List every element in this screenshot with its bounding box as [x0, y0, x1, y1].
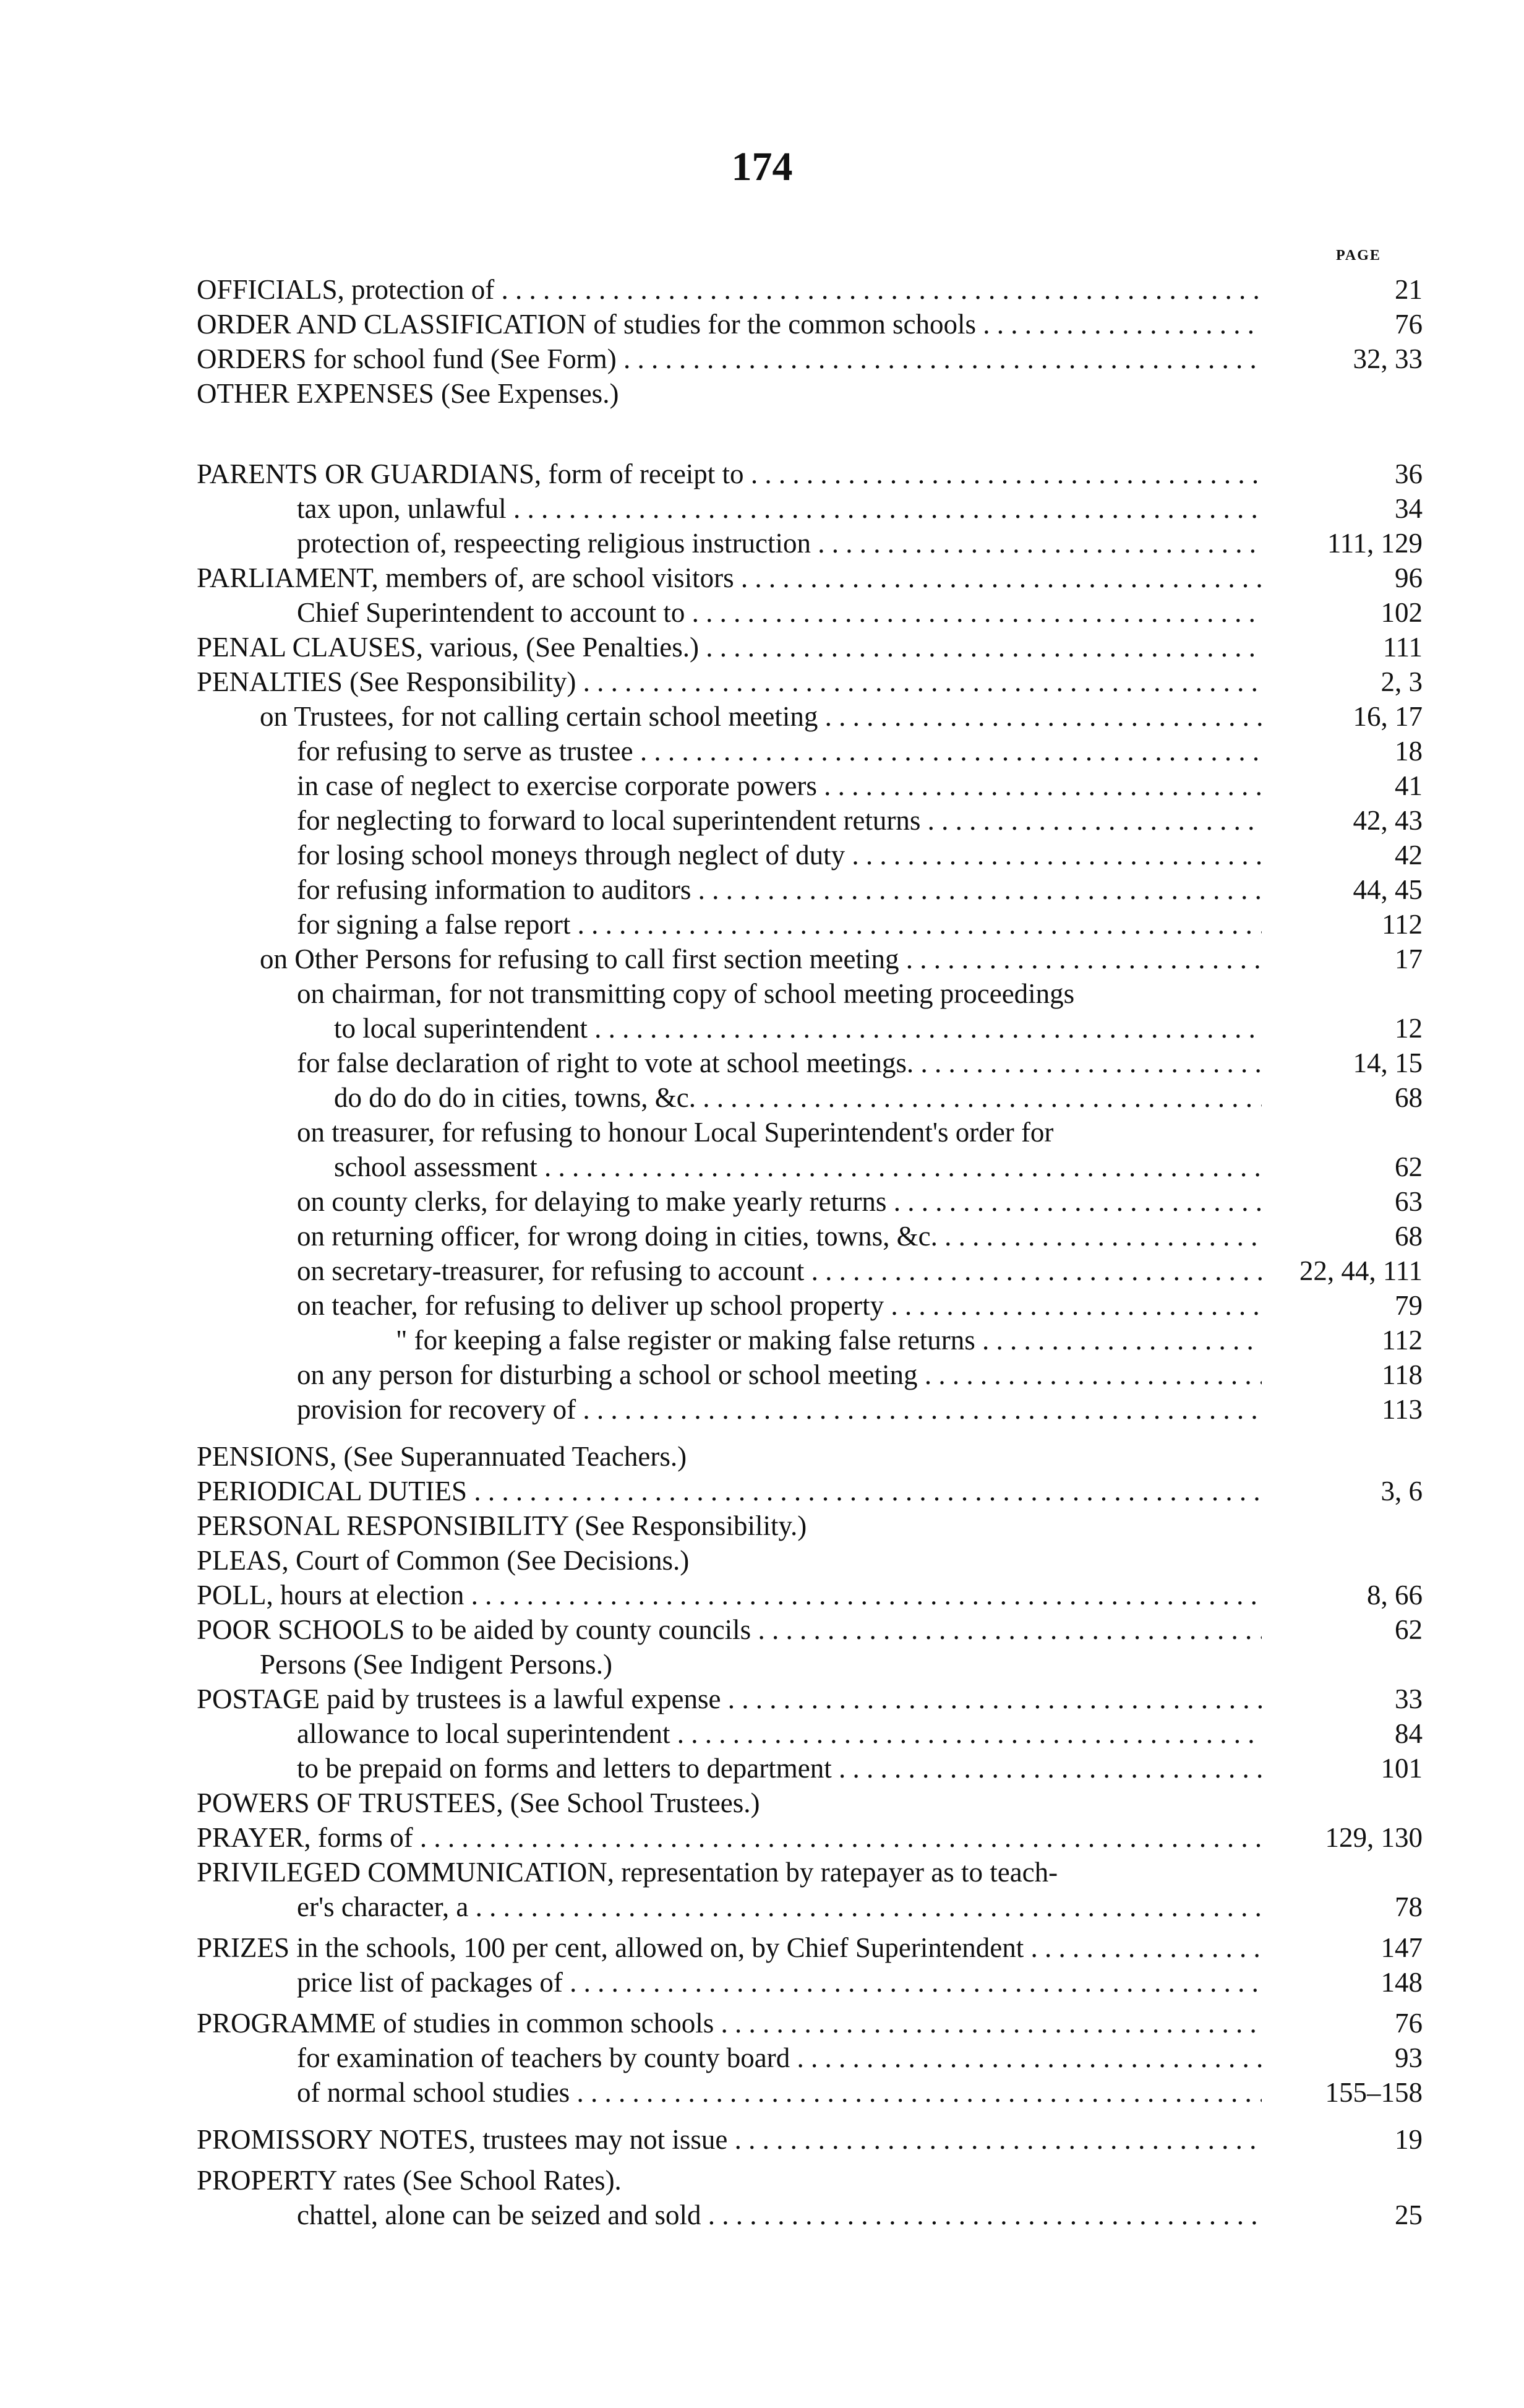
index-entry-text: on returning officer, for wrong doing in cities, towns, &c. . . .: [297, 1219, 1262, 1253]
index-entry-text: PRIZES in the schools, 100 per cent, allowed on, by Chief Superintendent . . .: [197, 1930, 1262, 1965]
index-entry: [0, 491, 1524, 526]
index-entry-text: PROMISSORY NOTES, trustees may not issue . . .: [197, 2122, 1262, 2157]
index-entry-pages: 62: [1395, 1151, 1423, 1182]
index-entry-pages: 36: [1395, 458, 1423, 489]
index-entry-pages: 42, 43: [1353, 805, 1423, 836]
index-entry-pages: 44, 45: [1353, 874, 1423, 905]
index-entry: [0, 2075, 1524, 2110]
index-entry: [0, 699, 1524, 734]
index-entry: [0, 1323, 1524, 1357]
index-entry-pages: 21: [1395, 274, 1423, 305]
index-entry: [0, 2163, 1524, 2198]
index-entry-text: " for keeping a false register or making false returns . . .: [396, 1323, 1262, 1357]
index-entry-text: allowance to local superintendent . . .: [297, 1716, 1262, 1751]
index-entry: [0, 2006, 1524, 2040]
index-entry-text: do do do do in cities, towns, &c. . . .: [334, 1080, 1262, 1115]
index-entry: [0, 1820, 1524, 1855]
index-entry-text: PRIVILEGED COMMUNICATION, representation by ratepayer as to teach-: [197, 1857, 1058, 1888]
index-entry-text: protection of, respeecting religious instruction . . .: [297, 526, 1262, 561]
index-entry-text: Chief Superintendent to account to . . .: [297, 595, 1262, 630]
index-entry: [0, 768, 1524, 803]
index-entry-text: provision for recovery of . . .: [297, 1392, 1262, 1427]
index-entry: [0, 1150, 1524, 1184]
index-entry-text: for losing school moneys through neglect of duty . . .: [297, 838, 1262, 872]
index-entry-pages: 62: [1395, 1614, 1423, 1645]
index-entry: [0, 1508, 1524, 1543]
index-entry-text: on teacher, for refusing to deliver up school property . . .: [297, 1288, 1262, 1323]
index-entry-text: ORDER AND CLASSIFICATION of studies for the common schools . . .: [197, 307, 1262, 342]
index-entry-text: school assessment . . .: [334, 1150, 1262, 1184]
index-entry-text: tax upon, unlawful . . .: [297, 491, 1262, 526]
index-entry-text: price list of packages of . . .: [297, 1965, 1262, 2000]
index-entry-text: to local superintendent . . .: [334, 1011, 1262, 1046]
index-entry: [0, 1855, 1524, 1890]
index-entry: [0, 1716, 1524, 1751]
index-entry-pages: 118: [1382, 1359, 1423, 1390]
index-entry-text: chattel, alone can be seized and sold . . .: [297, 2198, 1262, 2232]
index-entry-pages: 101: [1381, 1753, 1423, 1784]
index-entry-text: PARLIAMENT, members of, are school visitors . . .: [197, 561, 1262, 595]
index-entry-text: to be prepaid on forms and letters to department . . .: [297, 1751, 1262, 1786]
index-entry-text: for refusing information to auditors . . .: [297, 872, 1262, 907]
index-entry: [0, 838, 1524, 872]
index-entry-text: PROPERTY rates (See School Rates).: [197, 2165, 622, 2196]
index-entry-text: PROGRAMME of studies in common schools . . .: [197, 2006, 1262, 2040]
index-entry-text: PERIODICAL DUTIES . . .: [197, 1474, 1262, 1508]
index-entry: [0, 1682, 1524, 1716]
index-entry: [0, 307, 1524, 342]
page-column-heading: PAGE: [1336, 247, 1381, 264]
index-entry-pages: 19: [1395, 2124, 1423, 2155]
index-entry-text: on county clerks, for delaying to make yearly returns . . .: [297, 1184, 1262, 1219]
index-entry: [0, 1011, 1524, 1046]
index-entry-text: on Other Persons for refusing to call first section meeting . . .: [260, 942, 1262, 976]
index-entry-text: on treasurer, for refusing to honour Local Superintendent's order for: [297, 1117, 1054, 1148]
index-entry-text: POOR SCHOOLS to be aided by county councils . . .: [197, 1612, 1262, 1647]
index-entry-text: for refusing to serve as trustee . . .: [297, 734, 1262, 768]
index-entry-text: POWERS OF TRUSTEES, (See School Trustees.): [197, 1787, 760, 1818]
index-entry-pages: 111, 129: [1327, 528, 1423, 559]
index-entry-pages: 22, 44, 111: [1299, 1255, 1423, 1286]
index-entry: [0, 664, 1524, 699]
index-entry: [0, 1751, 1524, 1786]
index-entry-text: on chairman, for not transmitting copy of school meeting proceedings: [297, 978, 1075, 1009]
page-number: 174: [731, 144, 793, 189]
index-entry: [0, 942, 1524, 976]
index-entry-text: for examination of teachers by county board . . .: [297, 2040, 1262, 2075]
index-entry-text: PENALTIES (See Responsibility) . . .: [197, 664, 1262, 699]
index-entry-pages: 41: [1395, 770, 1423, 801]
index-entry: [0, 1392, 1524, 1427]
index-entry-text: POLL, hours at election . . .: [197, 1578, 1262, 1612]
index-entry: [0, 2198, 1524, 2232]
index-entry-text: Persons (See Indigent Persons.): [260, 1649, 612, 1680]
index-entry-text: PLEAS, Court of Common (See Decisions.): [197, 1545, 690, 1576]
index-entry-pages: 147: [1381, 1932, 1423, 1963]
index-entry: [0, 376, 1524, 411]
index-entry-text: PARENTS OR GUARDIANS, form of receipt to . . .: [197, 457, 1262, 491]
index-entry: [0, 1543, 1524, 1578]
index-entry: [0, 872, 1524, 907]
index-entry-pages: 96: [1395, 562, 1423, 593]
index-entry-pages: 14, 15: [1353, 1047, 1423, 1078]
index-entry-text: PENSIONS, (See Superannuated Teachers.): [197, 1441, 687, 1472]
index-entry: [0, 1890, 1524, 1924]
index-entry-pages: 8, 66: [1367, 1580, 1423, 1610]
index-entry-text: POSTAGE paid by trustees is a lawful expense . . .: [197, 1682, 1262, 1716]
index-entry: [0, 976, 1524, 1011]
index-entry: [0, 272, 1524, 307]
index-entry-pages: 76: [1395, 2008, 1423, 2039]
index-entry-pages: 102: [1381, 597, 1423, 628]
index-entry: [0, 1786, 1524, 1820]
index-entry-text: er's character, a . . .: [297, 1890, 1262, 1924]
index-entry: [0, 1357, 1524, 1392]
index-entry-text: for neglecting to forward to local superintendent returns . . .: [297, 803, 1262, 838]
index-entry-pages: 129, 130: [1325, 1822, 1423, 1853]
index-entry-pages: 84: [1395, 1718, 1423, 1749]
index-entry-pages: 68: [1395, 1082, 1423, 1113]
index-entry-pages: 68: [1395, 1221, 1423, 1252]
index-entry: [0, 595, 1524, 630]
index-entry-text: PERSONAL RESPONSIBILITY (See Responsibility.): [197, 1510, 807, 1541]
index-entry-pages: 148: [1381, 1967, 1423, 1998]
index-entry-pages: 76: [1395, 309, 1423, 340]
index-entry: [0, 1115, 1524, 1150]
index-entry-text: on any person for disturbing a school or school meeting . . .: [297, 1357, 1262, 1392]
index-entry-text: on Trustees, for not calling certain school meeting . . .: [260, 699, 1262, 734]
index-entry: [0, 342, 1524, 376]
index-entry-text: OFFICIALS, protection of . . .: [197, 272, 1262, 307]
index-entry-pages: 2, 3: [1381, 666, 1423, 697]
index-entry: [0, 734, 1524, 768]
index-entry: [0, 2040, 1524, 2075]
index-entry: [0, 1288, 1524, 1323]
index-entry-text: PRAYER, forms of . . .: [197, 1820, 1262, 1855]
index-entry: [0, 561, 1524, 595]
index-entry-text: in case of neglect to exercise corporate powers . . .: [297, 768, 1262, 803]
index-entry: [0, 526, 1524, 561]
index-entry: [0, 1965, 1524, 2000]
index-entry-pages: 12: [1395, 1013, 1423, 1044]
index-entry-pages: 63: [1395, 1186, 1423, 1217]
index-entry: [0, 1184, 1524, 1219]
index-entry: [0, 1219, 1524, 1253]
index-entry-text: ORDERS for school fund (See Form) . . .: [197, 342, 1262, 376]
index-entry: [0, 803, 1524, 838]
index-entry-text: on secretary-treasurer, for refusing to account . . .: [297, 1253, 1262, 1288]
index-entry: [0, 1253, 1524, 1288]
index-entry-pages: 78: [1395, 1891, 1423, 1922]
index-entry-pages: 32, 33: [1353, 343, 1423, 374]
index-entry-pages: 3, 6: [1381, 1476, 1423, 1507]
index-entry-pages: 93: [1395, 2042, 1423, 2073]
index-entry: [0, 1578, 1524, 1612]
index-entry-text: of normal school studies . . .: [297, 2075, 1262, 2110]
index-entry-pages: 155–158: [1325, 2077, 1423, 2108]
index-entry-pages: 34: [1395, 493, 1423, 524]
index-entry: [0, 1647, 1524, 1682]
index-entry-pages: 79: [1395, 1290, 1423, 1321]
index-entry-pages: 112: [1382, 1325, 1423, 1356]
index-entry-pages: 42: [1395, 840, 1423, 871]
index-entry-text: for signing a false report . . .: [297, 907, 1262, 942]
index-entry: [0, 1439, 1524, 1474]
index-entry-pages: 111: [1382, 632, 1423, 663]
index-entry: [0, 1612, 1524, 1647]
index-entry-pages: 25: [1395, 2199, 1423, 2230]
index-entry-pages: 113: [1382, 1394, 1423, 1425]
index-entry: [0, 457, 1524, 491]
index-entry-pages: 16, 17: [1353, 701, 1423, 732]
index-entry: [0, 1474, 1524, 1508]
index-entry: [0, 1080, 1524, 1115]
index-entry: [0, 2122, 1524, 2157]
index-entry-text: for false declaration of right to vote at school meetings. . . .: [297, 1046, 1262, 1080]
index-entry-pages: 33: [1395, 1683, 1423, 1714]
index-entry-pages: 17: [1395, 944, 1423, 974]
index-entry: [0, 630, 1524, 664]
index-entry-pages: 112: [1382, 909, 1423, 940]
index-entry: [0, 1930, 1524, 1965]
index-entry: [0, 1046, 1524, 1080]
index-entry-text: OTHER EXPENSES (See Expenses.): [197, 378, 619, 409]
index-entry-text: PENAL CLAUSES, various, (See Penalties.) . . .: [197, 630, 1262, 664]
index-entry-pages: 18: [1395, 736, 1423, 767]
index-entry: [0, 907, 1524, 942]
